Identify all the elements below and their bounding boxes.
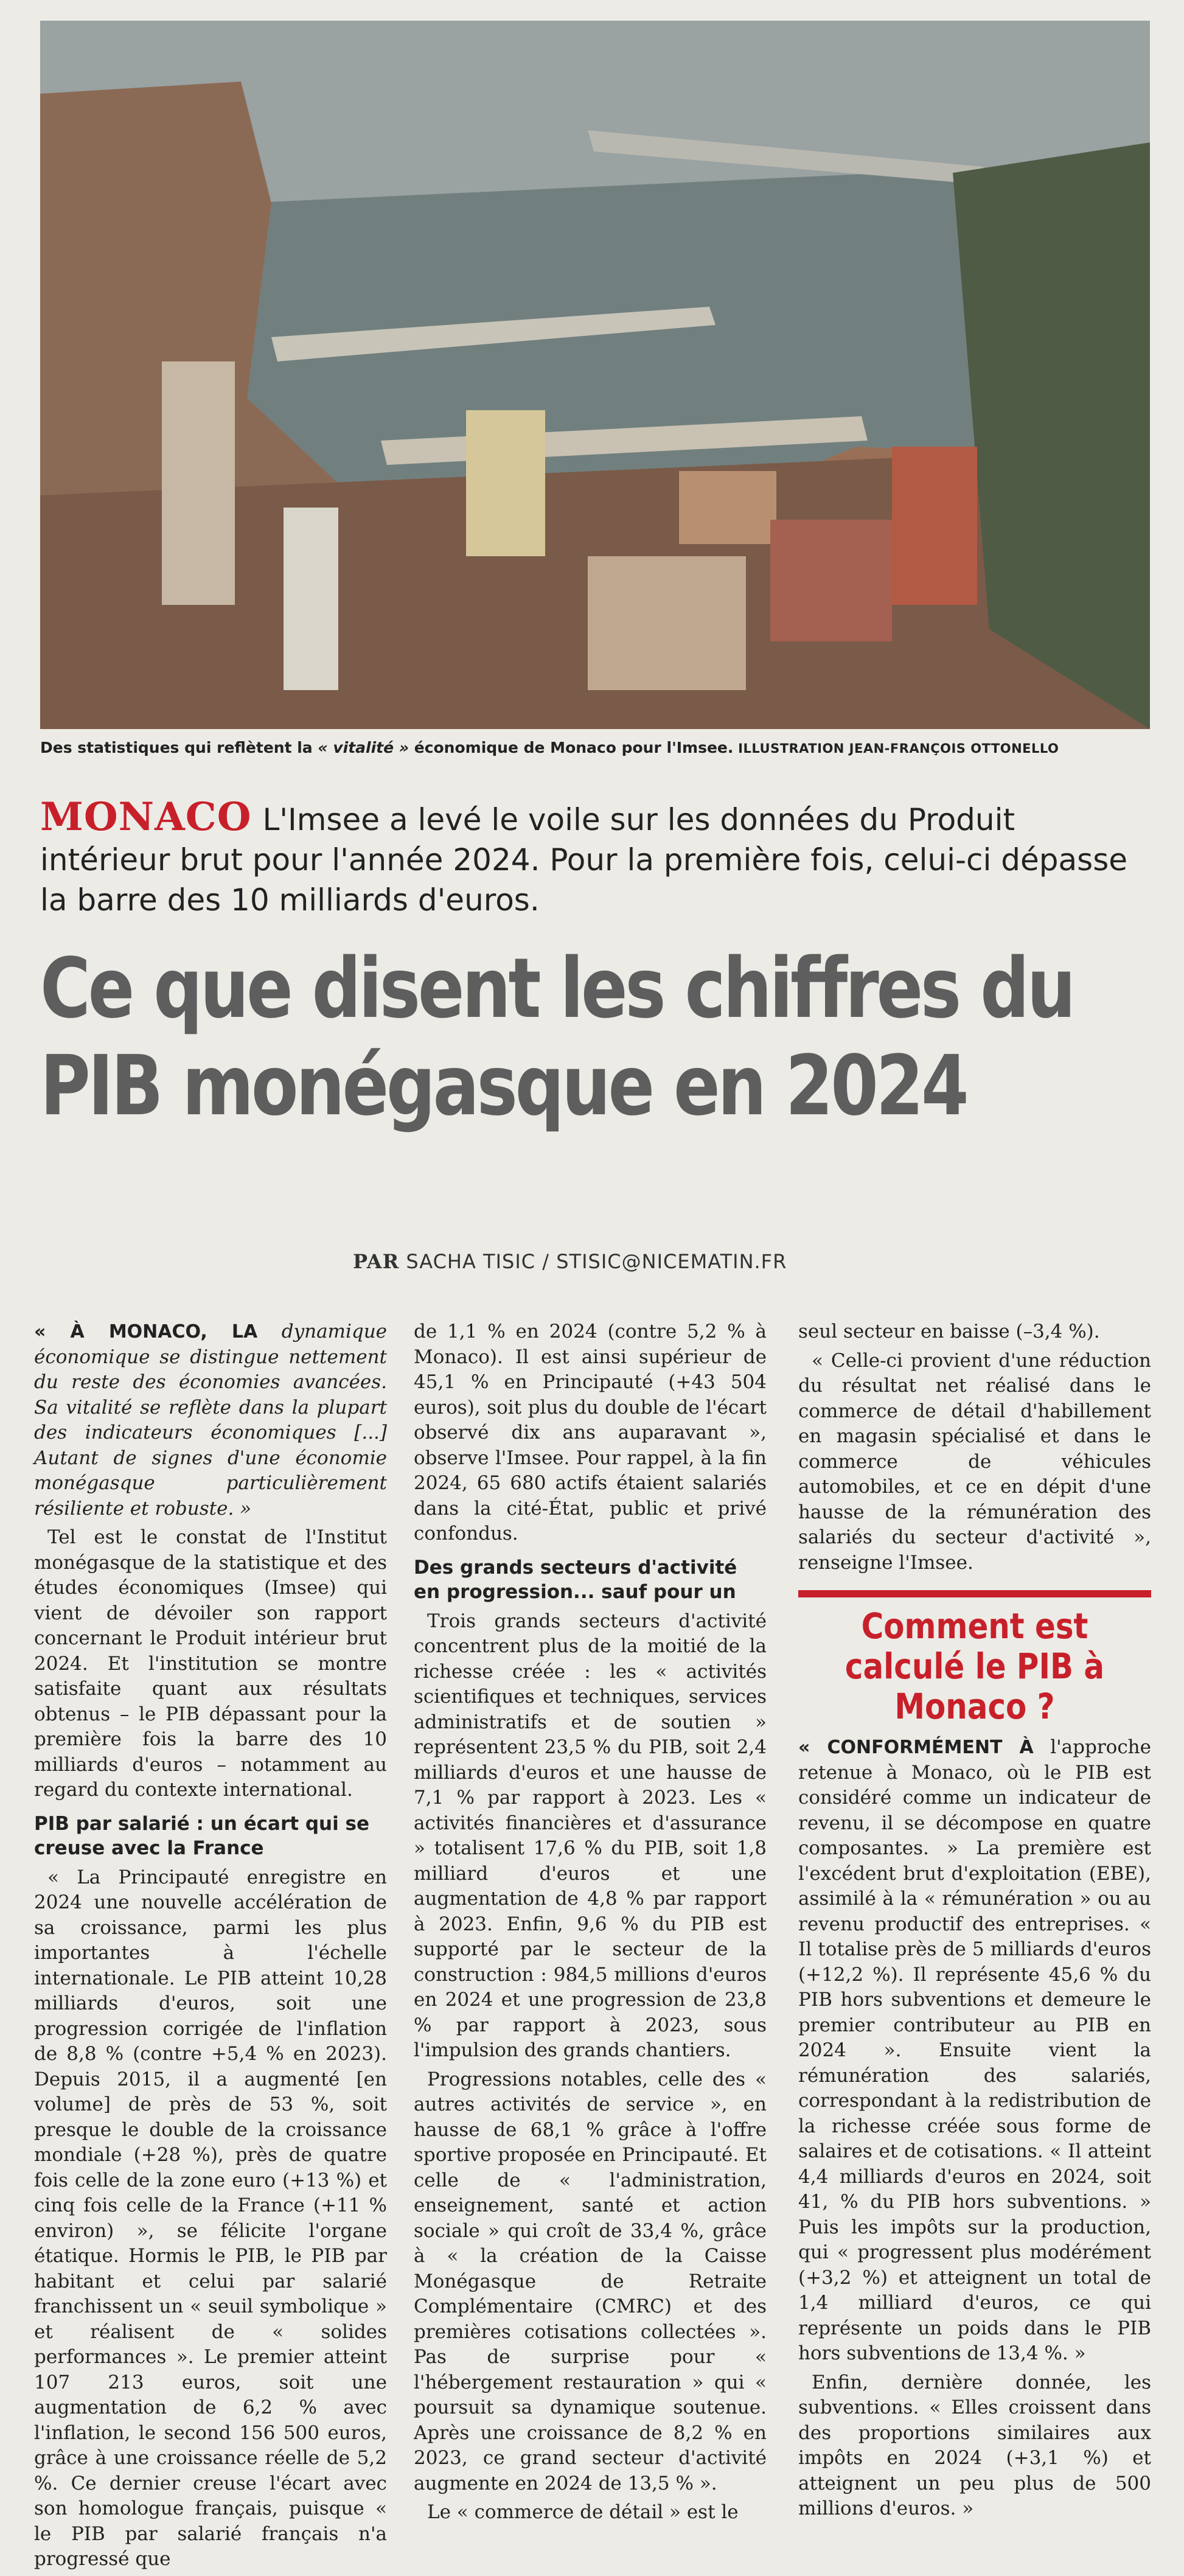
byline	[353, 1250, 787, 1273]
paragraph: Tel est le constat de l'Institut monégasque de la statistique et des études économiques (Imsee) qui vient de dévoiler son rapport concernant le Produit intérieur brut 2024. Et l'institution se montre satisfaite quant aux résultats obtenus – le PIB dépassant pour la première fois la barre des 10 milliards d'euros – notamment au regard du contexte international.	[34, 1526, 387, 1801]
kicker	[40, 794, 1150, 920]
paragraph	[34, 1319, 387, 1521]
monaco-harbor-photo	[40, 21, 1150, 729]
column-3	[798, 1319, 1151, 2525]
kicker-tag: MONACO	[40, 794, 252, 840]
box-lead-text: l'approche retenue à Monaco, où le PIB est considéré comme un indicateur de revenu, il se décompose en quatre composantes. » La première est l'excédent brut d'exploitation (EBE), assimilé à la « rémunération » ou au revenu productif des entreprises. « Il totalise près de 5 milliards d'euros (+12,2 %). Il représente 45,6 % du PIB hors subventions et demeure le premier contributeur au PIB en 2024 ». Ensuite vient la rémunération des salariés, correspondant à la redistribution de la richesse créée sous forme de salaires et de cotisations. « Il atteint 4,4 milliards d'euros en 2024, soit 41, % du PIB hors subventions. » Puis les impôts sur la production, qui « progressent plus modérément (+3,2 %) et atteignent un total de 1,4 milliard d'euros, ce qui représente un poids dans le PIB hors subventions de 13,4 %. »	[798, 1736, 1151, 2364]
headline-line-2: PIB monégasque en 2024	[40, 1038, 967, 1134]
caption-text: Des statistiques qui reflètent la	[40, 739, 318, 756]
photo-credit: ILLUSTRATION JEAN-FRANÇOIS OTTONELLO	[733, 741, 1059, 756]
lead-quote: dynamique économique se distingue nettement du reste des économies avancées. Sa vitalité se reflète dans la plupart des indicateurs économiques [...] Autant de signes d'une économie monégasque particulièrement résiliente et robuste. »	[34, 1321, 388, 1520]
box-title: Comment est calculé le PIB à Monaco ?	[844, 1605, 1105, 1727]
box-paragraph: Enfin, dernière donnée, les subventions. « Elles croissent dans des proportions similaires aux impôts en 2024 (+3,1 %) et atteignent un peu plus de 500 millions d'euros. »	[798, 2371, 1151, 2519]
paragraph: « Celle-ci provient d'une réduction du résultat net réalisé dans le commerce de détail d'habillement en magasin spécialisé et dans le commerce de véhicules automobiles, et ce en dépit d'une hausse de la rémunération des salariés du secteur d'activité », renseigne l'Imsee.	[798, 1349, 1151, 1574]
caption-italic: « vitalité »	[318, 739, 409, 756]
paragraph: seul secteur en baisse (–3,4 %).	[798, 1321, 1100, 1342]
byline-author: SACHA TISIC / STISIC@NICEMATIN.FR	[399, 1250, 787, 1273]
subheading: PIB par salarié : un écart qui se creuse avec la France	[34, 1812, 370, 1859]
column-1	[34, 1319, 387, 2576]
paragraph: « La Principauté enregistre en 2024 une nouvelle accélération de sa croissance, parmi les plus importantes à l'échelle internationale. Le PIB atteint 10,28 milliards d'euros, soit une progression corrigée de l'inflation de 8,8 % (contre +5,4 % en 2023). Depuis 2015, il a augmenté [en volume] de près de 53 %, soit presque le double de la croissance mondiale (+28 %), près de quatre fois celle de la zone euro (+13 %) et cinq fois celle de la France (+11 % environ) », se félicite l'organe étatique. Hormis le PIB, le PIB par habitant et celui par salarié franchissent un « seuil symbolique » et réalisent de « solides performances ». Le premier atteint 107 213 euros, soit une augmentation de 6,2 % avec l'inflation, le second 156 500 euros, grâce à une croissance réelle de 5,2 %. Ce dernier creuse l'écart avec son homologue français, puisque « le PIB par salarié français n'a progressé que	[34, 1866, 387, 2570]
byline-par: PAR	[353, 1250, 400, 1273]
box-paragraph	[798, 1735, 1151, 2367]
box-lead-caps: « CONFORMÉMENT À	[798, 1737, 1034, 1758]
caption-text-end: économique de Monaco pour l'Imsee.	[409, 739, 734, 756]
column-2	[414, 1319, 767, 2529]
subheading: Des grands secteurs d'activité en progression... sauf pour un	[414, 1556, 737, 1603]
box-accent-bar	[798, 1590, 1151, 1597]
photo-caption	[40, 739, 1150, 756]
harbor-illustration	[40, 21, 1150, 729]
paragraph: de 1,1 % en 2024 (contre 5,2 % à Monaco). Il est ainsi supérieur de 45,1 % en Principauté (+43 504 euros), soit plus du double de l'écart observé dix ans auparavant », observe l'Imsee. Pour rappel, à la fin 2024, 65 680 actifs étaient salariés dans la cité-État, public et privé confondus.	[414, 1321, 767, 1545]
headline-line-1: Ce que disent les chiffres du	[40, 941, 1074, 1037]
headline	[40, 940, 1074, 1135]
lead-caps: « À MONACO, LA	[34, 1321, 258, 1342]
paragraph: Trois grands secteurs d'activité concentrent plus de la moitié de la richesse créée : les « activités scientifiques et techniques, services administratifs et de soutien » représentent 23,5 % du PIB, soit 2,4 milliards d'euros et une hausse de 7,1 % par rapport à 2023. Les « activités financières et d'assurance » totalisent 17,6 % du PIB, soit 1,8 milliard d'euros et une augmentation de 4,8 % par rapport à 2023. Enfin, 9,6 % du PIB est supporté par le secteur de la construction : 984,5 millions d'euros en 2024 et une progression de 23,8 % par rapport à 2023, sous l'impulsion des grands chantiers.	[414, 1610, 767, 2061]
kicker-text: L'Imsee a levé le voile sur les données du Produit intérieur brut pour l'année 2024. Pour la première fois, celui-ci dépasse la barre des 10 milliards d'euros.	[40, 802, 1128, 918]
paragraph: Progressions notables, celle des « autres activités de service », en hausse de 68,1 % grâce à l'offre sportive proposée en Principauté. Et celle de « l'administration, enseignement, santé et action sociale » qui croît de 33,4 %, grâce à « la création de la Caisse Monégasque de Retraite Complémentaire (CMRC) et des premières cotisations collectées ». Pas de surprise pour « l'hébergement restauration » qui « poursuit sa dynamique soutenue. Après une croissance de 8,2 % en 2023, ce grand secteur d'activité augmente en 2024 de 13,5 % ».	[414, 2068, 767, 2494]
paragraph: Le « commerce de détail » est le	[427, 2501, 739, 2523]
